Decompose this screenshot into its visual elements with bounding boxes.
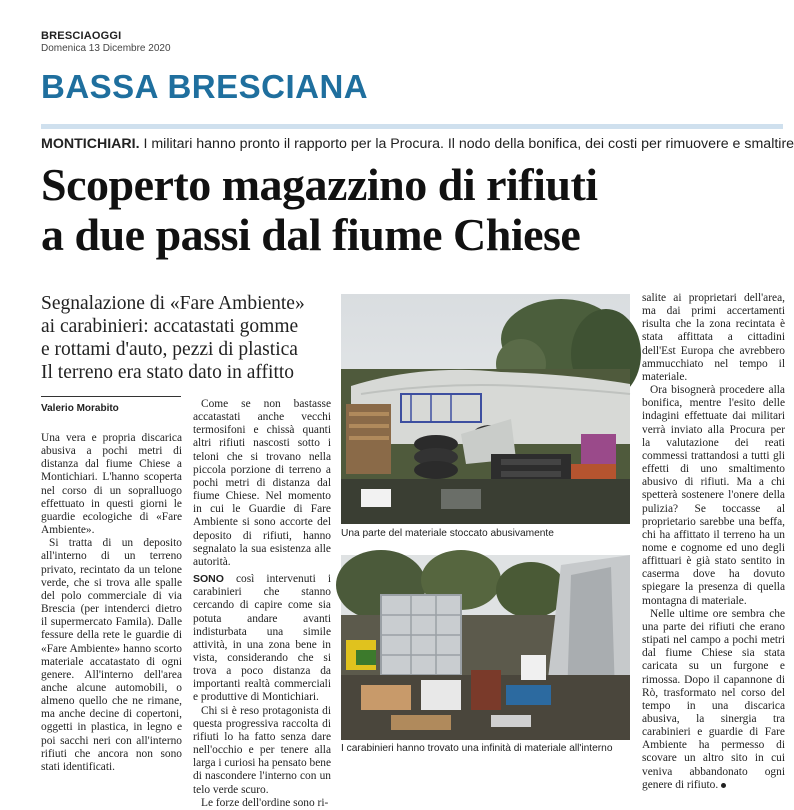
column2-paragraph-2: SONO così intervenuti i carabinieri che stanno cercando di capire come sia potuta andare avanti indisturbata una simile attività, in una zona bene in vista, considerando che si trova a poco distanza da importanti realtà commerciali e produttive di Montichiari.: [193, 573, 331, 704]
column2-paragraph-3: Chi si è reso protagonista di questa progressiva raccolta di rifiuti lo ha fatto senza dare nell'occhio e per tenere alla larga i curiosi ha pensato bene di nascondere l'interno con un telo verde scuro.: [193, 704, 332, 796]
headline: [41, 160, 786, 260]
column4-paragraph-3: Nelle ultime ore sembra che una parte dei rifiuti che erano stipati nel campo a pochi metri dal fiume Chiese sia stata caricata su un furgone e rimossa. Dopo il capannone di Rò, trasformato nel corso del tempo in una discarica abusiva, la sinergia tra carabinieri e guardie di Fare Ambiente ha permesso di scovare un altro sito in cui veniva abbandonato ogni genere di rifiuto.: [642, 607, 785, 791]
byline-rule: [41, 396, 181, 397]
article-column-4: [642, 292, 785, 792]
byline: Valerio Morabito: [41, 403, 119, 414]
section-title: BASSA BRESCIANA: [41, 68, 369, 105]
photo-caption-2: I carabinieri hanno trovato una infinità di materiale all'interno: [341, 743, 613, 754]
column1-paragraph-2: Si tratta di un deposito all'interno di un terreno privato, recintato da un telone verde, che si trova alle spalle del polo commerciale di via Brescia (per intenderci dietro il supermercato Famila). Dalle fessure della rete le guardie di «Fare Ambiente» hanno scorto materiale accatastato di ogni genere. All'interno dell'area anche alcune automobili, o almeno quello che ne rimane, ma anche decine di copertoni, oggetti in plastica, in legno e poi sacchi neri con all'interno rifiuti che ancora non sono stati identificati.: [41, 537, 182, 773]
subhead-line-4: Il terreno era stato dato in affitto: [41, 362, 295, 383]
subhead-line-3: e rottami d'auto, pezzi di plastica: [41, 339, 298, 360]
column2-paragraph-1: Come se non bastasse accatastati anche vecchi termosifoni e chissà quanti altri rifiuti nascosti sotto i teloni che si trovano nella piccola porzione di terreno a pochi metri di distanza dal fiume Chiese. Nel momento in cui le Guardie di Fare Ambiente si sono accorte del deposito di rifiuti, hanno segnalato la sua esistenza alle autorità.: [193, 398, 331, 568]
kicker: [41, 136, 794, 152]
headline-line-2: a due passi dal fiume Chiese: [41, 209, 581, 260]
photo-waste-storage-image: [341, 294, 630, 524]
article-column-1: [41, 432, 182, 774]
kicker-place: MONTICHIARI.: [41, 136, 140, 152]
kicker-text: I militari hanno pronto il rapporto per la Procura. Il nodo della bonifica, dei costi per rimuovere e smaltire: [139, 136, 794, 152]
newspaper-name: BRESCIAOGGI: [41, 30, 122, 42]
column4-paragraph-2: Ora bisognerà procedere alla bonifica, mentre l'esito delle indagini effettuate dai militari verrà inviato alla Procura per la valutazione dei reati commessi trattandosi a tutti gli effetti di uno smaltimento abusivo di rifiuti. Ma a chi spetterà sostenere l'onere della pulizia? Se toccasse al proprietario sarebbe una beffa, chi ha affittato il terreno ha un nome e cognome ed uno degli affittuari è già stato sentito in caserma dove ha dovuto spiegare la presenza di quella montagna di materiale.: [642, 384, 785, 607]
column2-paragraph-4: Le forze dell'ordine sono ri-: [201, 796, 329, 809]
publication-date: Domenica 13 Dicembre 2020: [41, 43, 171, 54]
masthead: [41, 30, 171, 54]
subhead-line-2: ai carabinieri: accatastati gomme: [41, 316, 299, 337]
photo-waste-storage: [341, 294, 630, 524]
end-of-article-mark: [721, 783, 726, 788]
subhead-line-1: Segnalazione di «Fare Ambiente»: [41, 293, 305, 314]
column2-lead-word: SONO: [193, 573, 224, 586]
headline-line-1: Scoperto magazzino di rifiuti: [41, 159, 598, 210]
photo-carabinieri-material: [341, 555, 630, 740]
photo-carabinieri-material-image: [341, 555, 630, 740]
column4-paragraph-1: salite ai proprietari dell'area, ma dai primi accertamenti risulta che la zona recintata è stata affittata a cittadini dell'Est Europa che avrebbero ammucchiato nel tempo il materiale.: [642, 292, 785, 383]
article-column-2: [193, 398, 331, 810]
subheadline: [41, 292, 337, 384]
photo-caption-1: Una parte del materiale stoccato abusivamente: [341, 528, 554, 539]
section-divider: [41, 124, 783, 129]
column1-paragraph-1: Una vera e propria discarica abusiva a pochi metri di distanza dal fiume Chiese a Montichiari. L'hanno scoperta nel corso di un sopralluogo effettuato in questi giorni le guardie ecologiche di «Fare Ambiente».: [41, 432, 182, 537]
